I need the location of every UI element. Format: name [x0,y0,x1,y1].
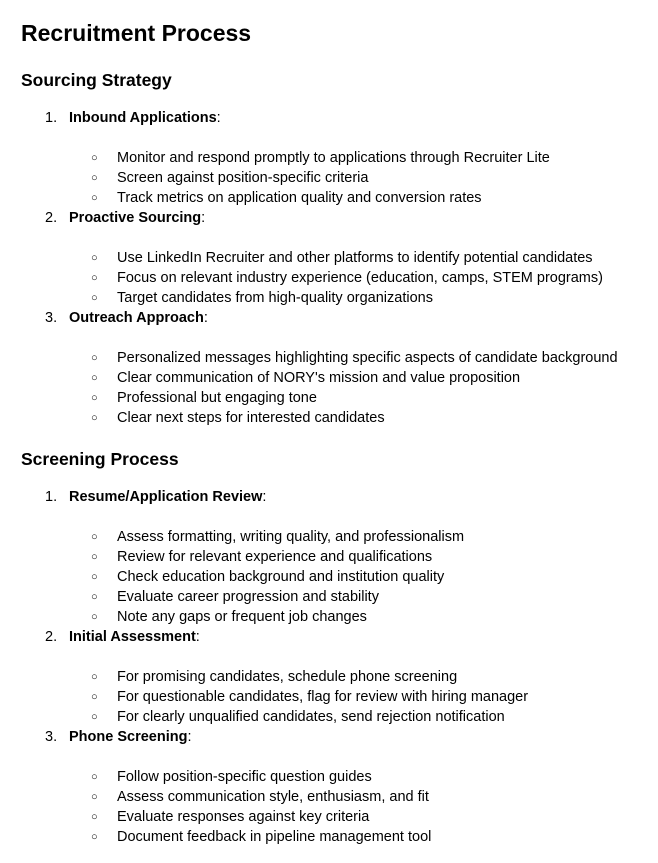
circle-bullet-icon: ○ [91,292,98,304]
list-sub-item: Personalized messages highlighting specific aspects of candidate background [117,350,618,366]
list-sub-item: Check education background and institution quality [117,569,445,585]
list-sub-item: Review for relevant experience and qualifications [117,549,433,565]
list-sub-item: For clearly unqualified candidates, send rejection notification [117,709,505,725]
circle-bullet-icon: ○ [91,531,98,543]
list-item-label: Proactive Sourcing [69,210,202,226]
section-heading: Sourcing Strategy [21,70,172,90]
circle-bullet-icon: ○ [91,571,98,583]
list-sub-item: Professional but engaging tone [117,390,317,406]
circle-bullet-icon: ○ [91,691,98,703]
list-item-colon: : [187,729,192,745]
circle-bullet-icon: ○ [91,352,98,364]
circle-bullet-icon: ○ [91,192,98,204]
list-number: 1. [45,489,58,505]
list-number: 3. [45,310,58,326]
list-sub-item: For promising candidates, schedule phone screening [117,669,458,685]
list-sub-item: Follow position-specific question guides [117,769,372,785]
list-sub-item: Monitor and respond promptly to applications through Recruiter Lite [117,150,550,166]
list-item-heading [69,208,205,228]
list-sub-item: Assess communication style, enthusiasm, and fit [117,789,429,805]
list-number: 2. [45,629,58,645]
page-title: Recruitment Process [21,20,252,46]
circle-bullet-icon: ○ [91,152,98,164]
list-sub-item: Note any gaps or frequent job changes [117,609,367,625]
circle-bullet-icon: ○ [91,591,98,603]
list-sub-item: For questionable candidates, flag for review with hiring manager [117,689,529,705]
circle-bullet-icon: ○ [91,272,98,284]
circle-bullet-icon: ○ [91,611,98,623]
circle-bullet-icon: ○ [91,771,98,783]
list-sub-item: Focus on relevant industry experience (education, camps, STEM programs) [117,270,603,286]
list-sub-item: Screen against position-specific criteria [117,170,369,186]
list-sub-item: Evaluate responses against key criteria [117,809,370,825]
list-sub-item: Clear communication of NORY's mission and value proposition [117,370,521,386]
circle-bullet-icon: ○ [91,412,98,424]
list-item-heading [69,727,191,747]
circle-bullet-icon: ○ [91,392,98,404]
list-item-heading [69,308,208,328]
list-item-colon: : [195,629,200,645]
circle-bullet-icon: ○ [91,671,98,683]
list-item-heading [69,487,266,507]
list-item-label: Resume/Application Review [69,489,263,505]
circle-bullet-icon: ○ [91,711,98,723]
list-item-heading [69,108,221,128]
list-item-label: Inbound Applications [69,110,217,126]
circle-bullet-icon: ○ [91,831,98,843]
list-sub-item: Clear next steps for interested candidates [117,410,385,426]
list-item-label: Initial Assessment [69,629,196,645]
list-sub-item: Document feedback in pipeline management tool [117,829,432,845]
circle-bullet-icon: ○ [91,372,98,384]
list-item-colon: : [262,489,267,505]
circle-bullet-icon: ○ [91,811,98,823]
list-item-label: Phone Screening [69,729,188,745]
list-sub-item: Evaluate career progression and stability [117,589,379,605]
list-sub-item: Track metrics on application quality and conversion rates [117,190,482,206]
list-item-colon: : [201,210,206,226]
circle-bullet-icon: ○ [91,172,98,184]
circle-bullet-icon: ○ [91,252,98,264]
list-number: 3. [45,729,58,745]
section-heading: Screening Process [21,449,179,469]
list-item-colon: : [216,110,221,126]
list-sub-item: Assess formatting, writing quality, and professionalism [117,529,465,545]
list-item-colon: : [203,310,208,326]
list-number: 1. [45,110,58,126]
list-item-label: Outreach Approach [69,310,204,326]
list-number: 2. [45,210,58,226]
list-sub-item: Use LinkedIn Recruiter and other platforms to identify potential candidates [117,250,593,266]
circle-bullet-icon: ○ [91,791,98,803]
circle-bullet-icon: ○ [91,551,98,563]
list-sub-item: Target candidates from high-quality organizations [117,290,433,306]
list-item-heading [69,627,200,647]
